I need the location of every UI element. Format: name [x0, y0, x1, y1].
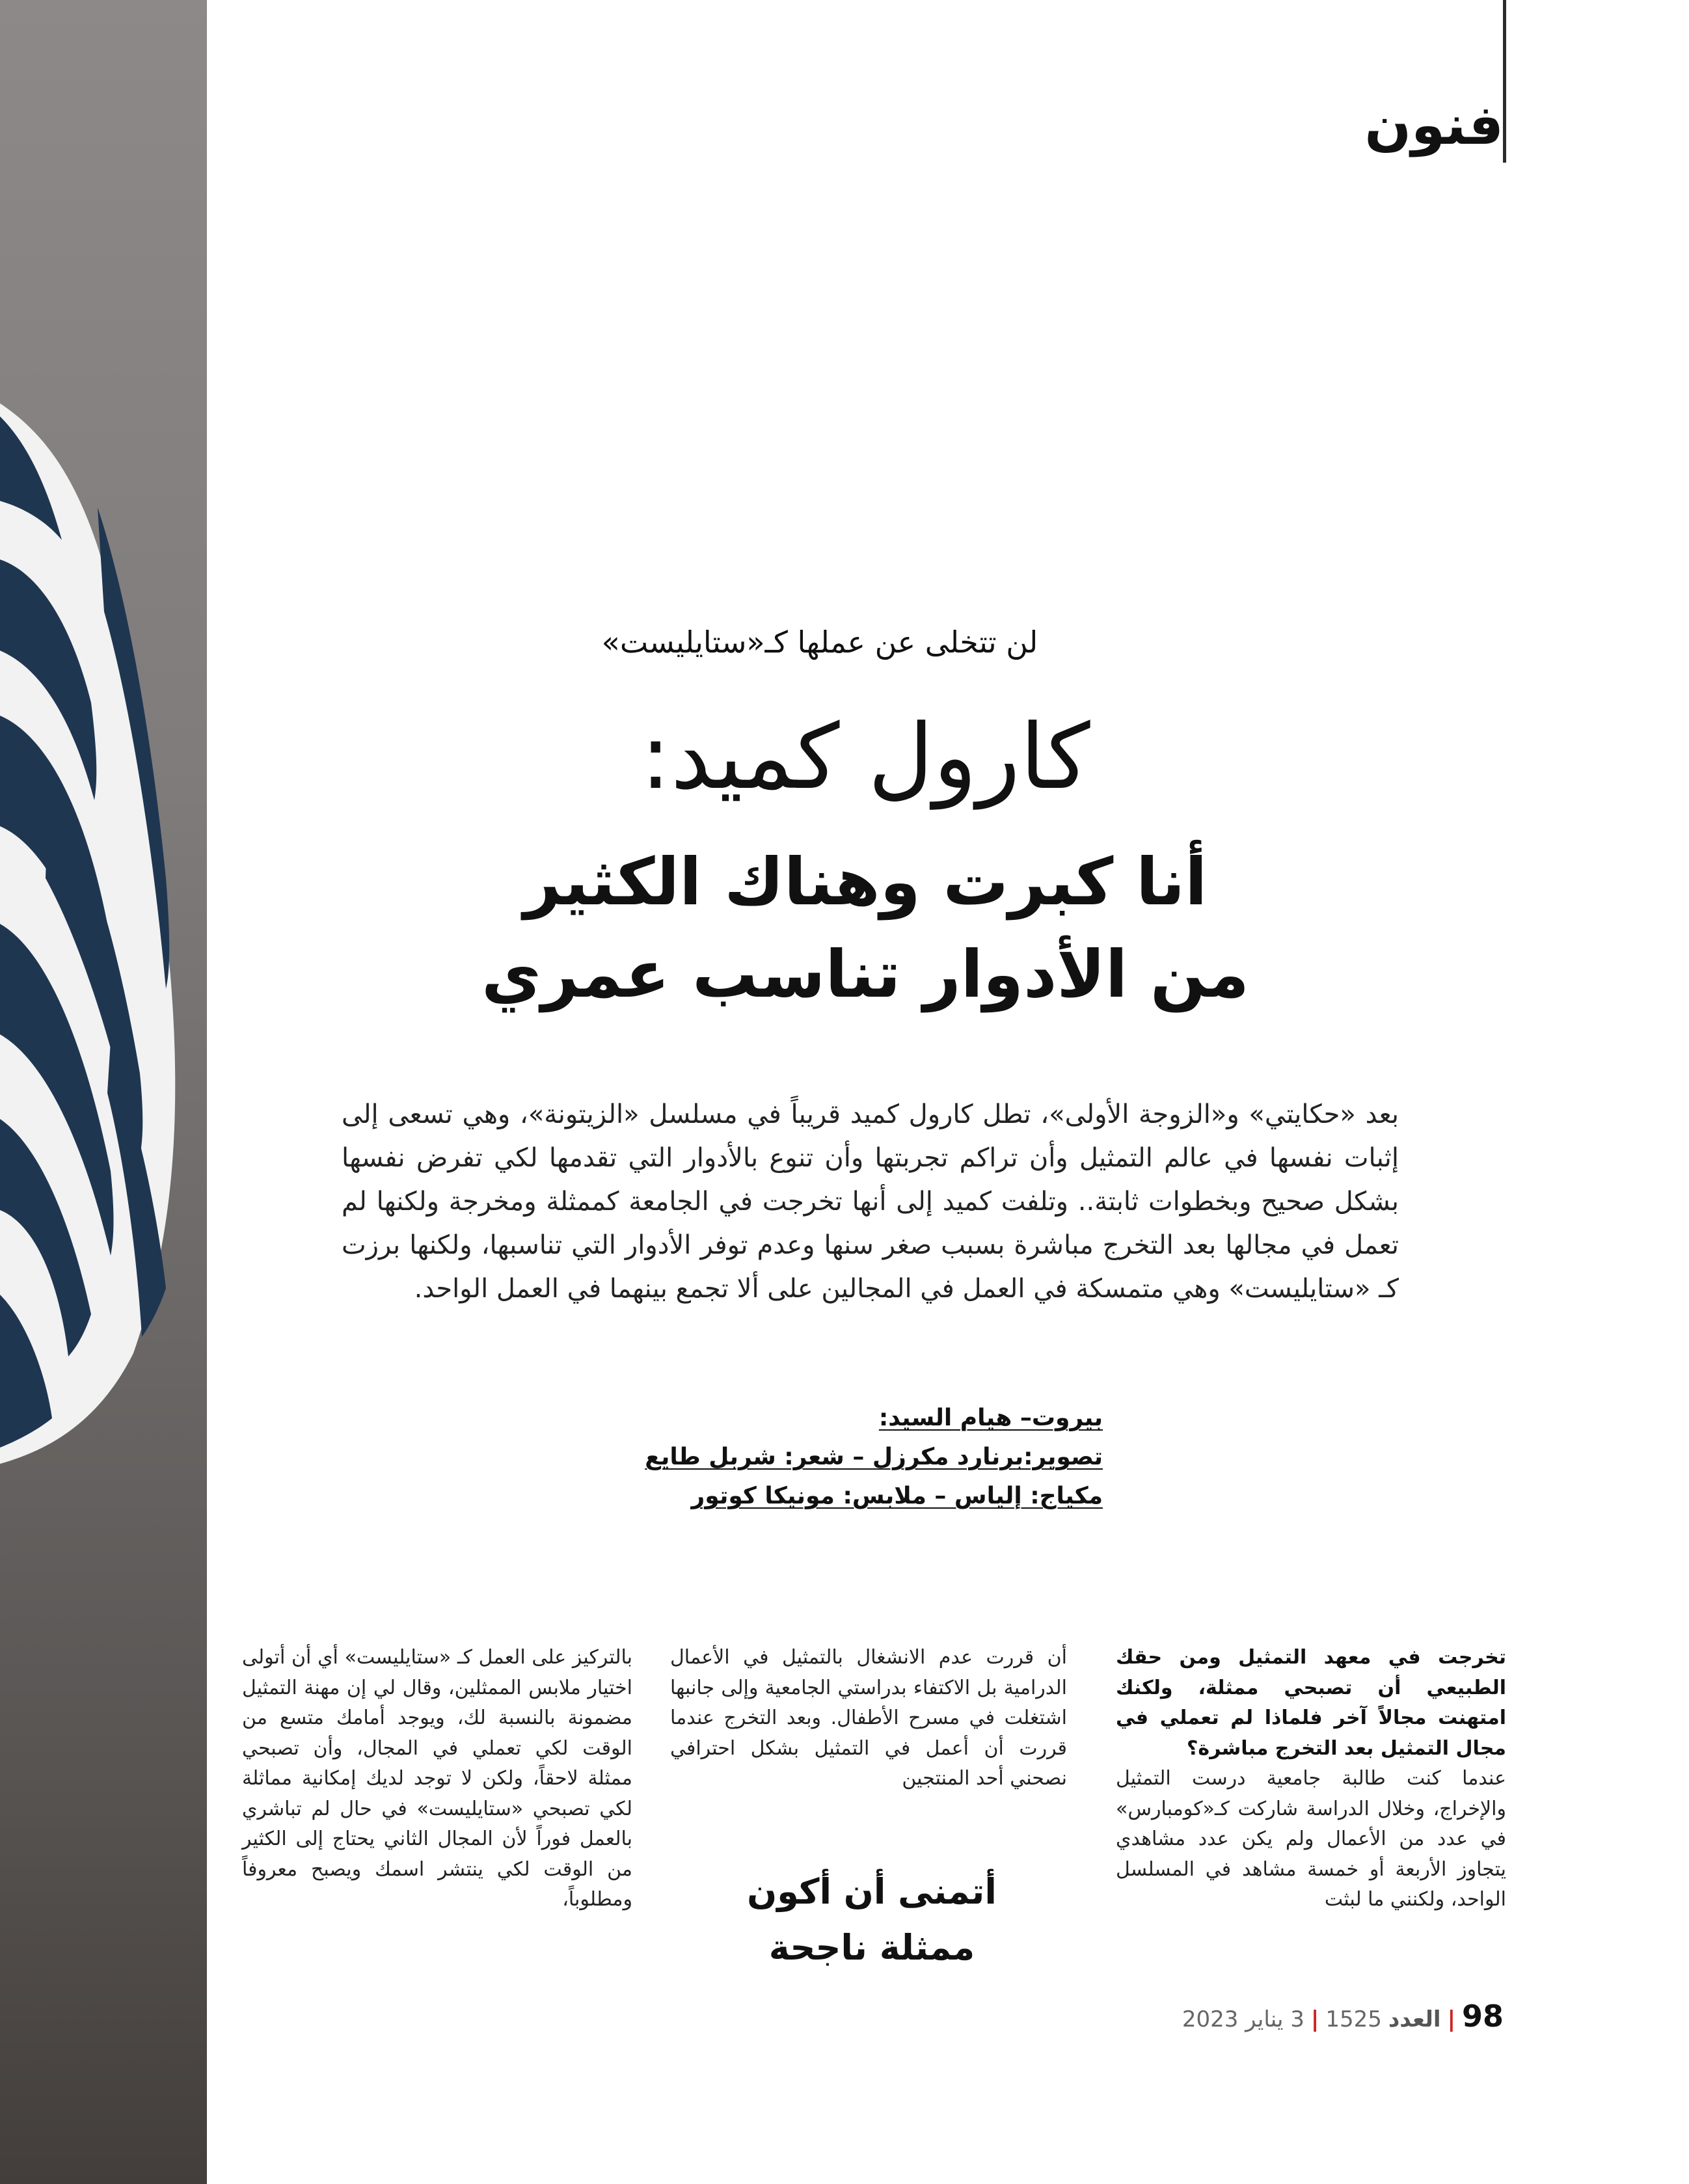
makeup-credit: مكياج: إلياس – ملابس: مونيكا كوتور [691, 1483, 1103, 1509]
footer-separator-2: | [1310, 2006, 1319, 2032]
article-credits [586, 1399, 1103, 1516]
issue-label: العدد [1388, 2006, 1441, 2032]
article-intro: بعد «حكايتي» و«الزوجة الأولى»، تطل كارول كميد قريباً في مسلسل «الزيتونة»، وهي تسعى إلى إثبات نفسها في عالم التمثيل وأن تراكم تجربتها وأن تنوع بالأدوار التي تقدمها لكي تفرض نفسها بشكل صحيح وبخطوات ثابتة.. وتلفت كميد إلى أنها تخرجت في الجامعة كممثلة ومخرجة ولكنها لم تعمل في مجالها بعد التخرج مباشرة بسبب صغر سنها وعدم توفر الأدوار التي تناسبها، ولكنها برزت كـ «ستايليست» وهي متمسكة في العمل في المجالين على ألا تجمع بينهما في العمل الواحد. [342, 1099, 1399, 1304]
pull-quote-line-1: أتمنى أن أكون [747, 1871, 997, 1912]
cover-photo [0, 0, 207, 2184]
issue-number: 1525 [1325, 2006, 1382, 2032]
photo-credit: تصوير:برنارد مكرزل – شعر: شربل طايع [645, 1444, 1103, 1470]
byline: بيروت– هيام السيد: [878, 1405, 1103, 1431]
body-column-right [1116, 1643, 1506, 1915]
section-label: فنون [1364, 93, 1504, 157]
striped-garment-photo [0, 0, 207, 2184]
page-number: 98 [1461, 1999, 1504, 2034]
article-headline: كارول كميد: [640, 705, 1090, 809]
subheadline-line-1: أنا كبرت وهناك الكثير [523, 844, 1208, 920]
body-text-left: بالتركيز على العمل كـ «ستايليست» أي أن أتولى اختيار ملابس الممثلين، وقال لي إن مهنة التمثيل مضمونة بالنسبة لك، ويوجد أمامك متسع من الوقت لكي تعملي في المجال، وأن تصبحي ممثلة لاحقاً، ولكن لا توجد لديك إمكانية مماثلة لكي تصبحي «ستايليست» في حال لم تباشري بالعمل فوراً لأن المجال الثاني يحتاج إلى الكثير من الوقت لكي ينتشر اسمك ويصبح معروفاً ومطلوباً، [242, 1646, 632, 1911]
body-text-middle: أن قررت عدم الانشغال بالتمثيل في الأعمال الدرامية بل الاكتفاء بدراستي الجامعية وإلى جانبها اشتغلت في مسرح الأطفال. وبعد التخرج عندما قررت أن أعمل في التمثيل بشكل احترافي نصحني أحد المنتجين [670, 1646, 1067, 1790]
page-footer [1182, 1999, 1504, 2034]
interview-question: تخرجت في معهد التمثيل ومن حقك الطبيعي أن تصبحي ممثلة، ولكنك امتهنت مجالاً آخر فلماذا لم تعملي في مجال التمثيل بعد التخرج مباشرة؟ [1116, 1646, 1506, 1760]
issue-date: 3 يناير 2023 [1182, 2006, 1304, 2032]
footer-separator: | [1447, 2006, 1455, 2032]
body-column-left [242, 1643, 632, 1915]
pull-quote-line-2: ممثلة ناجحة [768, 1927, 975, 1968]
body-column-middle [670, 1643, 1067, 1794]
article-kicker: لن تتخلى عن عملها كـ«ستايليست» [601, 625, 1038, 660]
pull-quote [699, 1864, 1044, 1976]
article-subheadline [455, 836, 1275, 1021]
interview-answer: عندما كنت طالبة جامعية درست التمثيل والإخراج، وخلال الدراسة شاركت كـ«كومبارس» في عدد من الأعمال ولم يكن عدد مشاهدي يتجاوز الأربعة أو خمسة مشاهد في المسلسل الواحد، ولكنني ما لبثت [1116, 1767, 1506, 1911]
subheadline-line-2: من الأدوار تناسب عمري [481, 936, 1249, 1012]
